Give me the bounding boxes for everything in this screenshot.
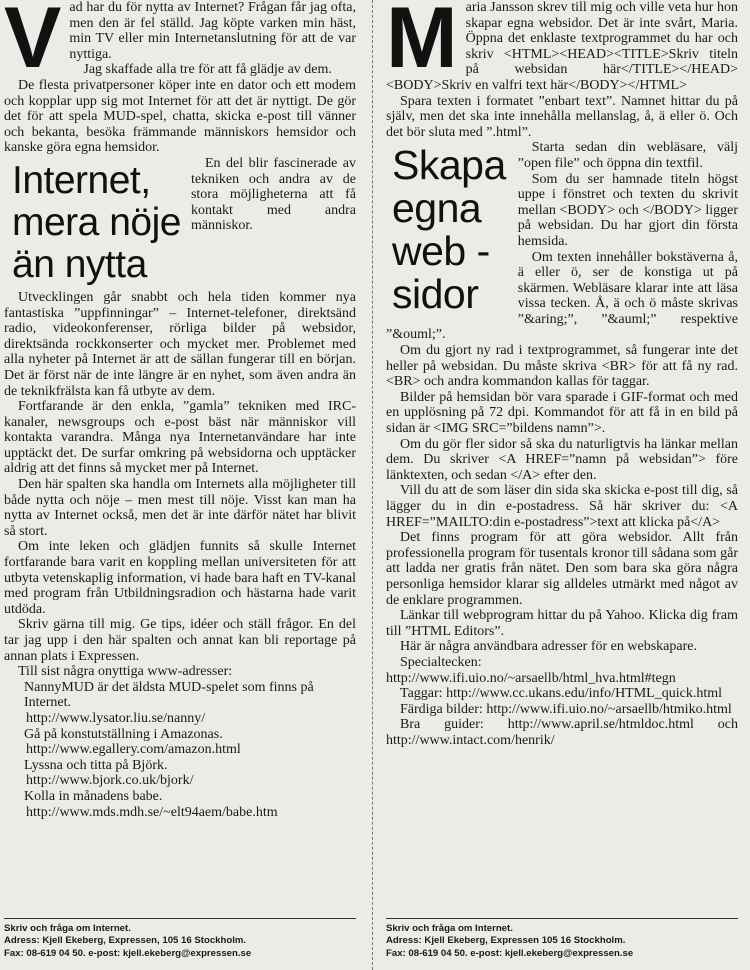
headline-left	[12, 160, 181, 286]
column-left	[4, 0, 356, 959]
headline-line: egna	[392, 185, 482, 232]
footer-left	[4, 918, 356, 960]
address-url[interactable]: http://www.cc.ukans.edu/info/HTML_quick.html	[446, 686, 723, 702]
paragraph: De flesta privatpersoner köper inte en dator och ett modem och kopplar upp sig mot Internet för att det är nyttigt. De gör det för att spela MUD-spel, chatta, skicka e-post till vänner och bekanta, besöka främmande människors hemsidor och kanske göra egna hemsidor.	[4, 77, 356, 156]
paragraph: Länkar till webprogram hittar du på Yahoo. Klicka dig fram till ”HTML Editors”.	[386, 608, 738, 639]
paragraph: Om texten innehåller bokstäverna å, ä eller ö, ser de konstiga ut på skärmen. Webläsare klarar inte att läsa vissa tecken. Å, ä och ö måste skrivas ”&aring;”, ”&auml;” respektive ”&ouml;”.	[386, 249, 738, 343]
address-label: Bra guider:	[400, 717, 484, 733]
headline-line: Internet,	[12, 158, 151, 202]
link-label: Gå på konstutställning i Amazonas.	[24, 726, 223, 742]
address-entry	[386, 686, 738, 702]
paragraph: Skriv gärna till mig. Ge tips, idéer och ställ frågor. En del tar jag upp i den här spalten och annat kan bli reportage på annan plats i Expressen.	[4, 617, 356, 664]
headline-line: web -	[392, 228, 490, 275]
intro-text-left: ad har du för nytta av Internet? Frågan får jag ofta, men den är fel ställd. Jag köpte varken min häst, min TV eller min Internetanslutning för att de var nyttiga.	[69, 0, 356, 62]
paragraph: Fortfarande är den enkla, ”gamla” tekniken med IRC-kanaler, newsgroups och e-post bäst när människor vill kontakta varandra. Många nya Internetanvändare har inte upptäckt det. De surfar omkring på websidorna och upptäcker aldrig att det finns så mycket mer på Internet.	[4, 399, 356, 477]
headline-right	[392, 144, 506, 316]
paragraph: Om inte leken och glädjen funnits så skulle Internet fortfarande bara varit en koppling mellan universiteten för att utbyta vetenskaplig information, vi hade bara haft en TV-kanal med program från Utbildningsradion och hästarna hade varit utdöda.	[4, 539, 356, 617]
intro-text-right: aria Jansson skrev till mig och ville veta hur hon skapar egna websidor. Det är inte svårt, Maria. Öppna det enklaste textprogrammet du har och skriv <HTML><HEAD><TITLE>Skriv titeln på websidan här</TITLE></HEAD><BODY>Skriv en valfri text här</BODY></HTML>	[386, 0, 738, 93]
paragraph: Utvecklingen går snabbt och hela tiden kommer nya fantastiska ”uppfinningar” – Internet-telefoner, direktsänd radio, videokonferenser, rörliga bilder på websidor, direktsända rockkonserter och mycket mer. Problemet med alla nyheter på Internet är att de sällan fungerar till en början. Det är först när de inte längre är en nyhet, som även andra än de teknikfrälsta kan få utbyte av dem.	[4, 289, 356, 399]
footer-line: Skriv och fråga om Internet.	[4, 923, 131, 934]
address-label: Taggar:	[400, 686, 443, 702]
link-url[interactable]: http://www.mds.mdh.se/~elt94aem/babe.htm	[26, 804, 278, 820]
address-entry	[386, 702, 738, 718]
footer-line: Skriv och fråga om Internet.	[386, 923, 513, 934]
paragraph: Om du gör fler sidor så ska du naturligtvis ha länkar mellan dem. Du skriver <A HREF=”namn på websidan”> före länktexten, och sedan </A> efter den.	[386, 436, 738, 483]
address-url[interactable]: http://www.april.se/htmldoc.html och http://www.intact.com/henrik/	[386, 717, 739, 748]
address-url[interactable]: http://www.ifi.uio.no/~arsaellb/html_hva.html#tegn	[386, 670, 676, 686]
intro-paragraph-right	[386, 0, 738, 94]
column-divider	[372, 0, 373, 970]
dropcap-left: V	[4, 0, 62, 86]
link-label: Lyssna och titta på Björk.	[24, 757, 168, 773]
link-label: NannyMUD är det äldsta MUD-spelet som finns på Internet.	[24, 679, 314, 711]
address-entry	[386, 717, 738, 748]
link-list-intro: Till sist några onyttiga www-adresser:	[18, 664, 233, 680]
headline-line: Skapa	[392, 142, 506, 189]
column-right	[386, 0, 739, 959]
address-label: Specialtecken:	[400, 654, 482, 670]
paragraph: Starta sedan din webläsare, välj ”open file” och öppna din textfil.	[517, 140, 738, 171]
paragraph: Här är några användbara adresser för en webskapare.	[400, 639, 697, 655]
paragraph: Som du ser hamnade titeln högst uppe i fönstret och texten du skrivit mellan <BODY> och </BODY> ligger på websidan. Du har gjort din första hemsida.	[517, 171, 738, 249]
paragraph: Bilder på hemsidan bör vara sparade i GIF-format och med en upplösning på 72 dpi. Kommandot för att få in en bild på sidan är <IMG SRC=”bildens namn”>.	[386, 389, 738, 437]
link-url[interactable]: http://www.bjork.co.uk/bjork/	[26, 773, 194, 789]
headline-line: mera nöje	[12, 200, 181, 244]
paragraph: Spara texten i formatet ”enbart text”. Namnet hittar du på själv, men det ska inte innehålla mellanslag, å, ä eller ö. Och det bör sluta med ”.html”.	[386, 93, 738, 140]
paragraph: En del blir fascinerade av tekniken och andra av de stora möjligheterna att få kontakt med andra människor.	[190, 155, 356, 234]
footer-line: Adress: Kjell Ekeberg, Expressen, 105 16 Stockholm.	[4, 935, 247, 947]
link-label: Kolla in månadens babe.	[24, 788, 163, 804]
link-url[interactable]: http://www.lysator.liu.se/nanny/	[26, 710, 206, 726]
footer-line: Adress: Kjell Ekeberg, Expressen 105 16 Stockholm.	[386, 935, 626, 947]
footer-line: Fax: 08-619 04 50. e-post: kjell.ekeberg@expressen.se	[386, 947, 634, 959]
headline-line: sidor	[392, 271, 479, 318]
paragraph: Det finns program för att göra websidor. Allt från professionella program för tusentals kronor till sådana som går att ladda ner gratis från nätet. Den som bara ska göra några personliga hemsidor klarar sig alldeles utmärkt med något av de enklare programmen.	[386, 530, 738, 608]
address-entry	[386, 655, 738, 686]
address-label: Färdiga bilder:	[400, 701, 483, 717]
link-url[interactable]: http://www.egallery.com/amazon.html	[26, 742, 241, 758]
dropcap-right: M	[386, 0, 458, 86]
paragraph: Om du gjort ny rad i textprogrammet, så fungerar inte det heller på websidan. Du måste skriva <BR> för att få ny rad. <BR> och andra kommandon kallas för taggar.	[386, 343, 738, 390]
footer-line: Fax: 08-619 04 50. e-post: kjell.ekeberg@expressen.se	[4, 947, 252, 959]
address-url[interactable]: http://www.ifi.uio.no/~arsaellb/htmiko.html	[486, 701, 732, 717]
headline-line: än nytta	[12, 242, 147, 286]
paragraph: Vill du att de som läser din sida ska skicka e-post till dig, så lägger du in din e-postadress. Så här skriver du: <A HREF=”MAILTO:din e-postadress”>text att klicka på</A>	[386, 483, 738, 530]
footer-right	[386, 918, 738, 960]
paragraph: Jag skaffade alla tre för att få glädje av dem.	[83, 62, 332, 78]
paragraph: Den här spalten ska handla om Internets alla möjligheter till både nytta och nöje – men mest till nöje. Visst kan man ha nytta av Internet också, men det är inte därför nätet har blivit så stort.	[4, 477, 356, 539]
